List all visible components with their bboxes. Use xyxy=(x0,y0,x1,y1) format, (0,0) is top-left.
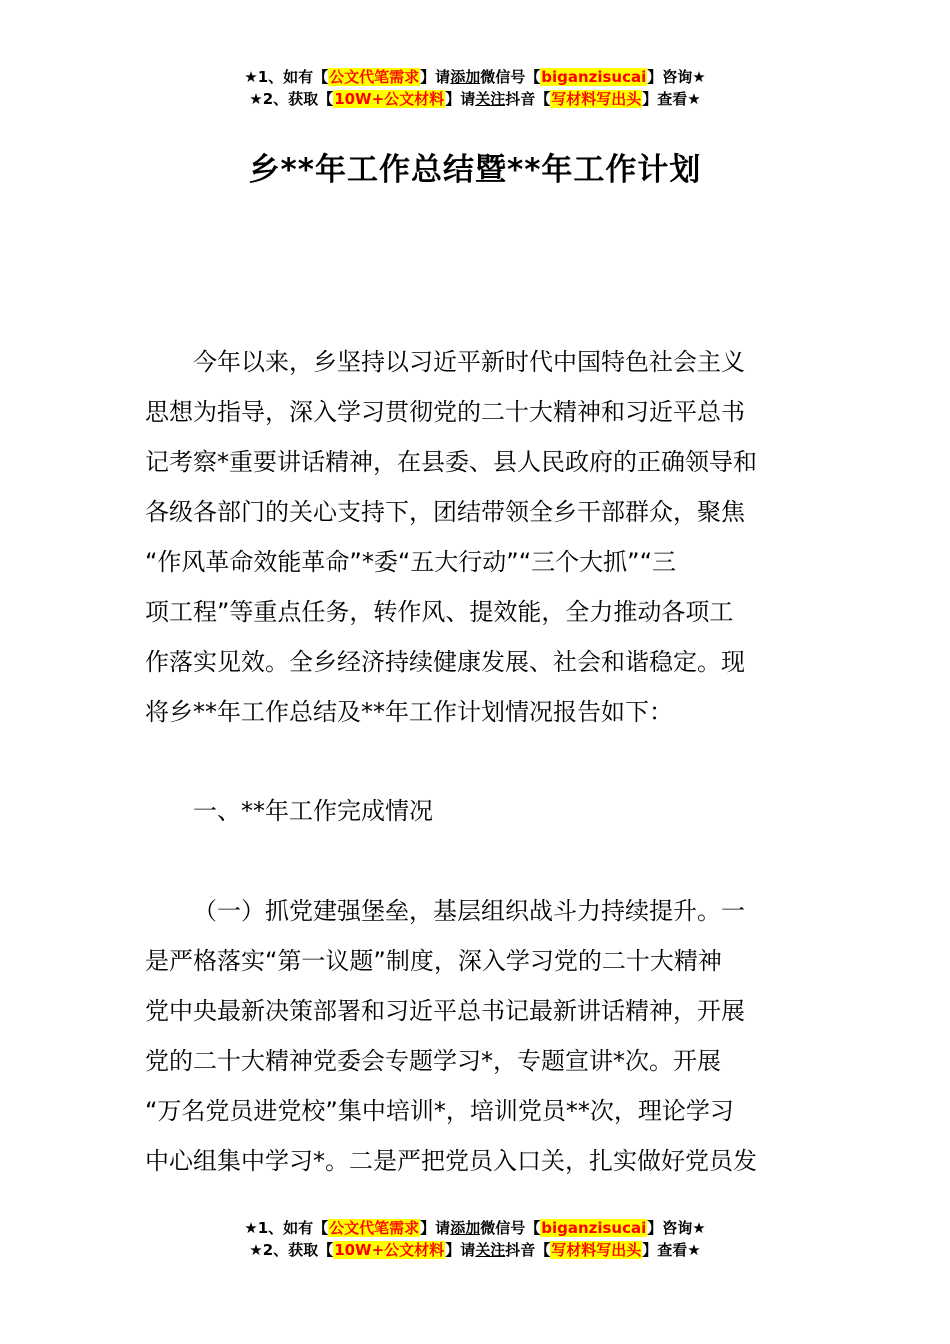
highlight-wechat-id: biganzisucai xyxy=(541,68,647,86)
section-paragraph xyxy=(145,886,809,1186)
paragraph-line: 各级各部门的关心支持下，团结带领全乡干部群众，聚焦 xyxy=(145,498,745,526)
paragraph-line: 作落实见效。全乡经济持续健康发展、社会和谐稳定。现 xyxy=(145,648,745,676)
banner-line-1: ★1、如有【公文代笔需求】请添加微信号【biganzisucai】咨询★ xyxy=(244,68,706,86)
paragraph-line: 思想为指导，深入学习贯彻党的二十大精神和习近平总书 xyxy=(145,398,745,426)
paragraph-line: （一）抓党建强堡垒，基层组织战斗力持续提升。一 xyxy=(193,897,745,925)
section-heading xyxy=(145,786,809,836)
paragraph-line: 将乡**年工作总结及**年工作计划情况报告如下： xyxy=(145,698,673,726)
banner-line-1: ★1、如有【公文代笔需求】请添加微信号【biganzisucai】咨询★ xyxy=(244,1219,706,1237)
highlight-materials: 10W+公文材料 xyxy=(334,1241,445,1259)
document-title: 乡**年工作总结暨**年工作计划 xyxy=(248,152,702,188)
banner-line-2: ★2、获取【10W+公文材料】请关注抖音【写材料写出头】查看★ xyxy=(249,1241,701,1259)
paragraph-line: “作风革命效能革命”*委“五大行动”“三个大抓”“三 xyxy=(145,548,677,576)
footer-banner xyxy=(0,1217,950,1261)
banner-line-2: ★2、获取【10W+公文材料】请关注抖音【写材料写出头】查看★ xyxy=(249,90,701,108)
paragraph-line: 项工程”等重点任务，转作风、提效能，全力推动各项工 xyxy=(145,598,734,626)
highlight-douyin-account: 写材料写出头 xyxy=(551,90,642,108)
highlight-wechat-id: biganzisucai xyxy=(541,1219,647,1237)
paragraph-line: 党的二十大精神党委会专题学习*，专题宣讲*次。开展 xyxy=(145,1047,721,1075)
paragraph-line: 记考察*重要讲话精神，在县委、县人民政府的正确领导和 xyxy=(145,448,757,476)
paragraph-line: “万名党员进党校”集中培训*，培训党员**次，理论学习 xyxy=(145,1097,734,1125)
paragraph-line: 党中央最新决策部署和习近平总书记最新讲话精神，开展 xyxy=(145,997,745,1025)
highlight-service: 公文代笔需求 xyxy=(329,68,420,86)
paragraph-line: 中心组集中学习*。二是严把党员入口关，扎实做好党员发 xyxy=(145,1147,757,1175)
header-banner xyxy=(0,66,950,110)
paragraph-line: 是严格落实“第一议题”制度，深入学习党的二十大精神 xyxy=(145,947,722,975)
intro-paragraph xyxy=(145,337,809,737)
highlight-douyin-account: 写材料写出头 xyxy=(551,1241,642,1259)
highlight-materials: 10W+公文材料 xyxy=(334,90,445,108)
section-heading-text: 一、**年工作完成情况 xyxy=(193,797,433,825)
highlight-service: 公文代笔需求 xyxy=(329,1219,420,1237)
paragraph-line: 今年以来，乡坚持以习近平新时代中国特色社会主义 xyxy=(193,348,745,376)
